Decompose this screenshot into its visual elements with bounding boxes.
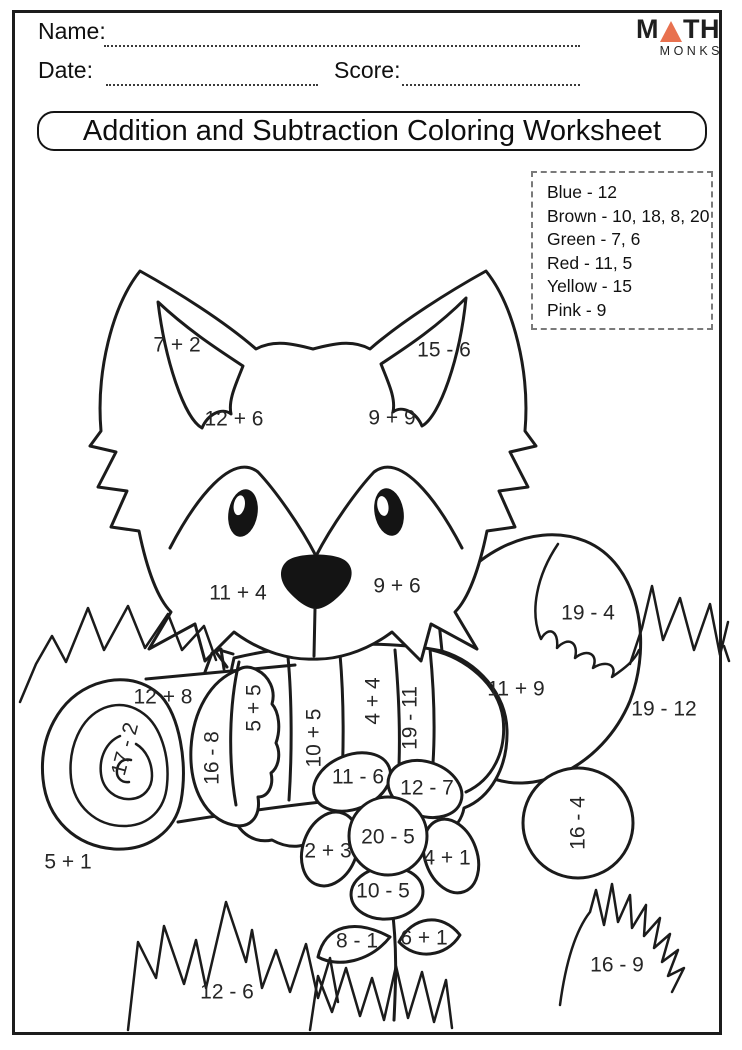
math-problem-forehead-right: 9 + 9: [368, 406, 416, 430]
math-problem-leaf-left: 8 - 1: [335, 929, 379, 953]
math-problem-left-inner-ear: 7 + 2: [153, 333, 201, 357]
math-problem-tail: 11 + 9: [487, 677, 545, 701]
math-problem-front-paw-left: 16 - 8: [200, 731, 224, 785]
math-problem-grass-bottom-right: 16 - 9: [590, 953, 644, 977]
grass-right-hook: [724, 646, 729, 661]
math-problem-petal-left: 2 + 3: [304, 839, 352, 863]
color-key-entry-yellow: Yellow - 15: [547, 276, 632, 297]
grass-bottom-right: [560, 884, 684, 1005]
chin-line: [314, 609, 315, 656]
math-problem-muzzle-right: 9 + 6: [373, 574, 421, 598]
score-label: Score:: [334, 57, 401, 83]
math-problem-petal-top-right: 12 - 7: [400, 776, 454, 800]
math-problem-leaf-right: 6 + 1: [400, 926, 448, 950]
math-problem-background-left: 5 + 1: [44, 850, 92, 874]
math-problem-tail-tip: 19 - 4: [561, 601, 615, 625]
math-problem-flower-center: 20 - 5: [361, 825, 415, 849]
math-problem-petal-right: 4 + 1: [423, 846, 471, 870]
grass-bottom-center: [310, 966, 452, 1030]
math-problem-forehead-left: 12 + 6: [204, 407, 264, 431]
logo-m: M: [636, 14, 659, 44]
color-key-entry-green: Green - 7, 6: [547, 229, 641, 250]
logo-monks: MONKS: [659, 44, 723, 58]
math-problem-petal-bottom: 10 - 5: [356, 879, 410, 903]
math-problem-grass-bottom-left: 12 - 6: [200, 980, 254, 1004]
color-key-entry-brown: Brown - 10, 18, 8, 20: [547, 205, 710, 226]
color-key-entry-blue: Blue - 12: [547, 182, 618, 202]
math-problem-log-top: 12 + 8: [133, 685, 193, 709]
flower-stem: [392, 908, 396, 1020]
math-problem-stone: 16 - 4: [566, 796, 590, 850]
worksheet-title-text: Addition and Subtraction Coloring Worksheet: [82, 114, 662, 147]
math-problem-log-end: 17 - 2: [106, 720, 144, 778]
math-problem-front-leg-left: 5 + 5: [242, 684, 266, 732]
math-problem-muzzle-left: 11 + 4: [209, 581, 267, 605]
grass-right: [630, 586, 728, 664]
grass-bottom-left: [128, 902, 338, 1030]
color-key-entry-red: Red - 11, 5: [547, 252, 633, 273]
math-problem-background-right: 19 - 12: [631, 697, 697, 721]
math-problem-hind-leg-right: 19 - 11: [398, 686, 422, 750]
math-problem-front-leg-right: 4 + 4: [361, 677, 385, 725]
date-label: Date:: [38, 57, 93, 83]
color-key-entry-pink: Pink - 9: [547, 299, 607, 320]
math-problem-belly: 10 + 5: [302, 708, 326, 768]
name-label: Name:: [38, 18, 106, 44]
math-problem-right-inner-ear: 15 - 6: [417, 338, 471, 362]
logo-th: TH: [683, 14, 720, 44]
math-problem-petal-top-left: 11 - 6: [331, 765, 385, 789]
